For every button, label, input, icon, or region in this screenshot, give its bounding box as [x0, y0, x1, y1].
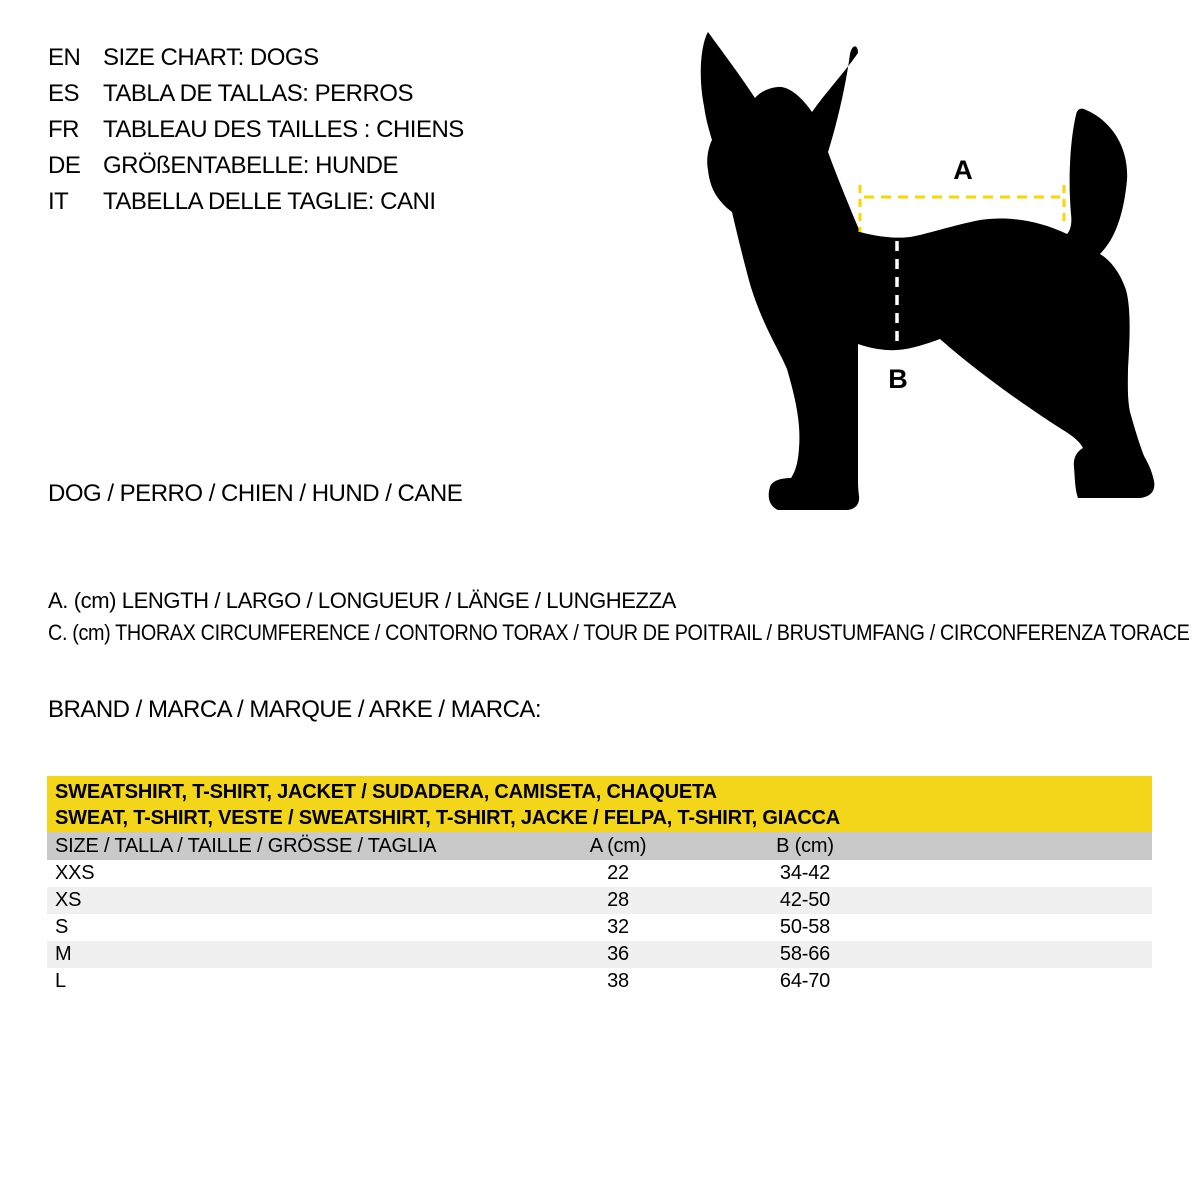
- table-row: [47, 860, 1152, 887]
- a-cell: 32: [607, 916, 629, 938]
- lang-code: IT: [48, 188, 69, 215]
- size-cell: M: [55, 943, 72, 965]
- lang-title: TABELLA DELLE TAGLIE: CANI: [103, 188, 436, 215]
- b-cell: 64-70: [779, 970, 831, 992]
- a-cell: 38: [607, 970, 629, 992]
- lang-row-fr: [48, 112, 464, 148]
- banner-line-1: SWEATSHIRT, T-SHIRT, JACKET / SUDADERA, CAMISETA, CHAQUETA: [55, 781, 717, 803]
- b-cell: 58-66: [779, 943, 831, 965]
- a-cell: 28: [607, 889, 629, 911]
- table-row: [47, 914, 1152, 941]
- lang-title: TABLEAU DES TAILLES : CHIENS: [103, 116, 464, 143]
- b-cell: 50-58: [779, 916, 831, 938]
- size-cell: XS: [55, 889, 82, 911]
- lang-code: FR: [48, 116, 79, 143]
- size-column-header: SIZE / TALLA / TAILLE / GRÖSSE / TAGLIA: [55, 835, 437, 857]
- brand-label: BRAND / MARCA / MARQUE / ARKE / MARCA:: [48, 696, 542, 723]
- dog-measurement-diagram: [698, 28, 1158, 518]
- lang-title: SIZE CHART: DOGS: [103, 44, 319, 71]
- lang-row-it: [48, 184, 464, 220]
- lang-code: ES: [48, 80, 80, 107]
- animal-label: DOG / PERRO / CHIEN / HUND / CANE: [48, 480, 463, 507]
- size-cell: XXS: [55, 862, 95, 884]
- measure-a-label: A: [953, 155, 973, 185]
- lang-code: EN: [48, 44, 81, 71]
- lang-code: DE: [48, 152, 81, 179]
- lang-row-en: [48, 40, 464, 76]
- legend-line-c: [48, 620, 1200, 646]
- table-row: [47, 968, 1152, 995]
- lang-row-es: [48, 76, 464, 112]
- lang-title: GRÖßENTABELLE: HUNDE: [103, 152, 398, 179]
- banner-line-2: SWEAT, T-SHIRT, VESTE / SWEATSHIRT, T-SHIRT, JACKE / FELPA, T-SHIRT, GIACCA: [55, 807, 841, 829]
- b-cell: 42-50: [779, 889, 831, 911]
- legend-line-a: A. (cm) LENGTH / LARGO / LONGUEUR / LÄNGE / LUNGHEZZA: [48, 588, 676, 613]
- b-cell: 34-42: [779, 862, 831, 884]
- dog-silhouette: [701, 32, 1155, 510]
- a-column-header: A (cm): [589, 835, 647, 857]
- lang-row-de: [48, 148, 464, 184]
- measure-b-label: B: [888, 364, 908, 394]
- size-table-header: [47, 832, 1152, 860]
- garment-type-banner: [47, 776, 1152, 832]
- dog-silhouette-svg: [698, 28, 1158, 518]
- a-cell: 22: [607, 862, 629, 884]
- size-cell: S: [55, 916, 69, 938]
- legend-line-c-text: C. (cm) THORAX CIRCUMFERENCE / CONTORNO TORAX / TOUR DE POITRAIL / BRUSTUMFANG / CIRCONFERENZA TORACE: [48, 620, 1190, 645]
- a-cell: 36: [607, 943, 629, 965]
- b-column-header: B (cm): [776, 835, 834, 857]
- language-title-block: [48, 40, 464, 220]
- table-row: [47, 887, 1152, 914]
- lang-title: TABLA DE TALLAS: PERROS: [103, 80, 413, 107]
- table-row: [47, 941, 1152, 968]
- size-cell: L: [55, 970, 66, 992]
